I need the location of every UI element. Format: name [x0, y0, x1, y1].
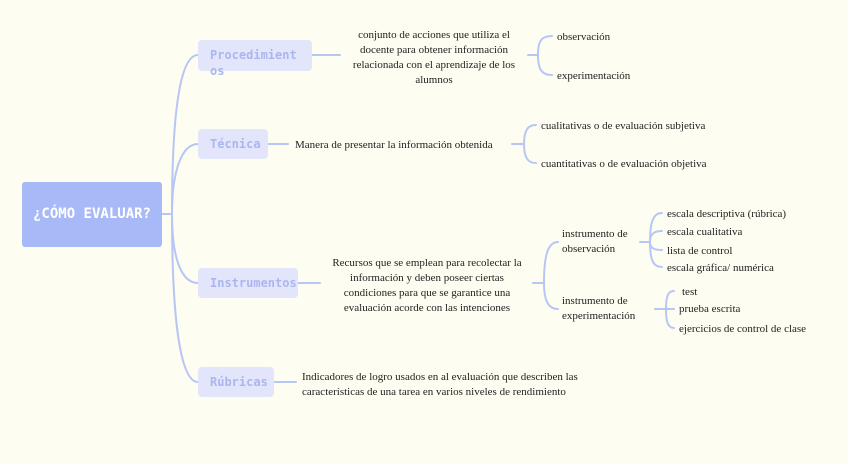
branch-procedimientos-label: Procedimientos: [210, 48, 297, 78]
experimentacion-item-prueba-escrita: prueba escrita: [679, 303, 741, 315]
tecnica-item-cualitativas: cualitativas o de evaluación subjetiva: [541, 120, 706, 132]
branch-instrumentos-label: Instrumentos: [210, 276, 297, 290]
instrumentos-definition: Recursos que se emplean para recolectar la información y deben poseer ciertas condiciones para que se garantice una evaluación acorde con las intenciones: [332, 257, 522, 314]
instrumento-experimentacion-label: instrumento de experimentación: [562, 295, 636, 322]
branch-instrumentos[interactable]: [198, 268, 298, 298]
observacion-item-escala-grafica: escala gráfica/ numérica: [667, 262, 774, 274]
tecnica-item-cuantitativas: cuantitativas o de evaluación objetiva: [541, 158, 707, 170]
branch-tecnica[interactable]: [198, 129, 268, 159]
procedimientos-item-observacion: observación: [557, 31, 611, 43]
observacion-item-escala-cualitativa: escala cualitativa: [667, 226, 743, 238]
observacion-item-escala-descriptiva: escala descriptiva (rúbrica): [667, 208, 787, 220]
branch-procedimientos[interactable]: [198, 40, 312, 78]
rubricas-definition: Indicadores de logro usados en al evaluación que describen las características de una tarea en varios niveles de rendimiento: [302, 371, 578, 398]
root-node[interactable]: [22, 182, 162, 247]
experimentacion-item-ejercicios: ejercicios de control de clase: [679, 323, 807, 335]
procedimientos-definition: conjunto de acciones que utiliza el docente para obtener información relacionada con el aprendizaje de los alumnos: [352, 29, 516, 86]
root-label: ¿CÓMO EVALUAR?: [32, 206, 151, 223]
instrumento-observacion-label: instrumento de observación: [562, 228, 628, 255]
branch-rubricas[interactable]: [198, 367, 274, 397]
branch-tecnica-label: Técnica: [210, 137, 261, 151]
branch-rubricas-label: Rúbricas: [210, 375, 268, 389]
experimentacion-item-test: test: [682, 286, 698, 298]
observacion-item-lista-control: lista de control: [667, 245, 733, 257]
tecnica-definition: Manera de presentar la información obtenida: [295, 139, 493, 151]
procedimientos-item-experimentacion: experimentación: [557, 70, 631, 82]
